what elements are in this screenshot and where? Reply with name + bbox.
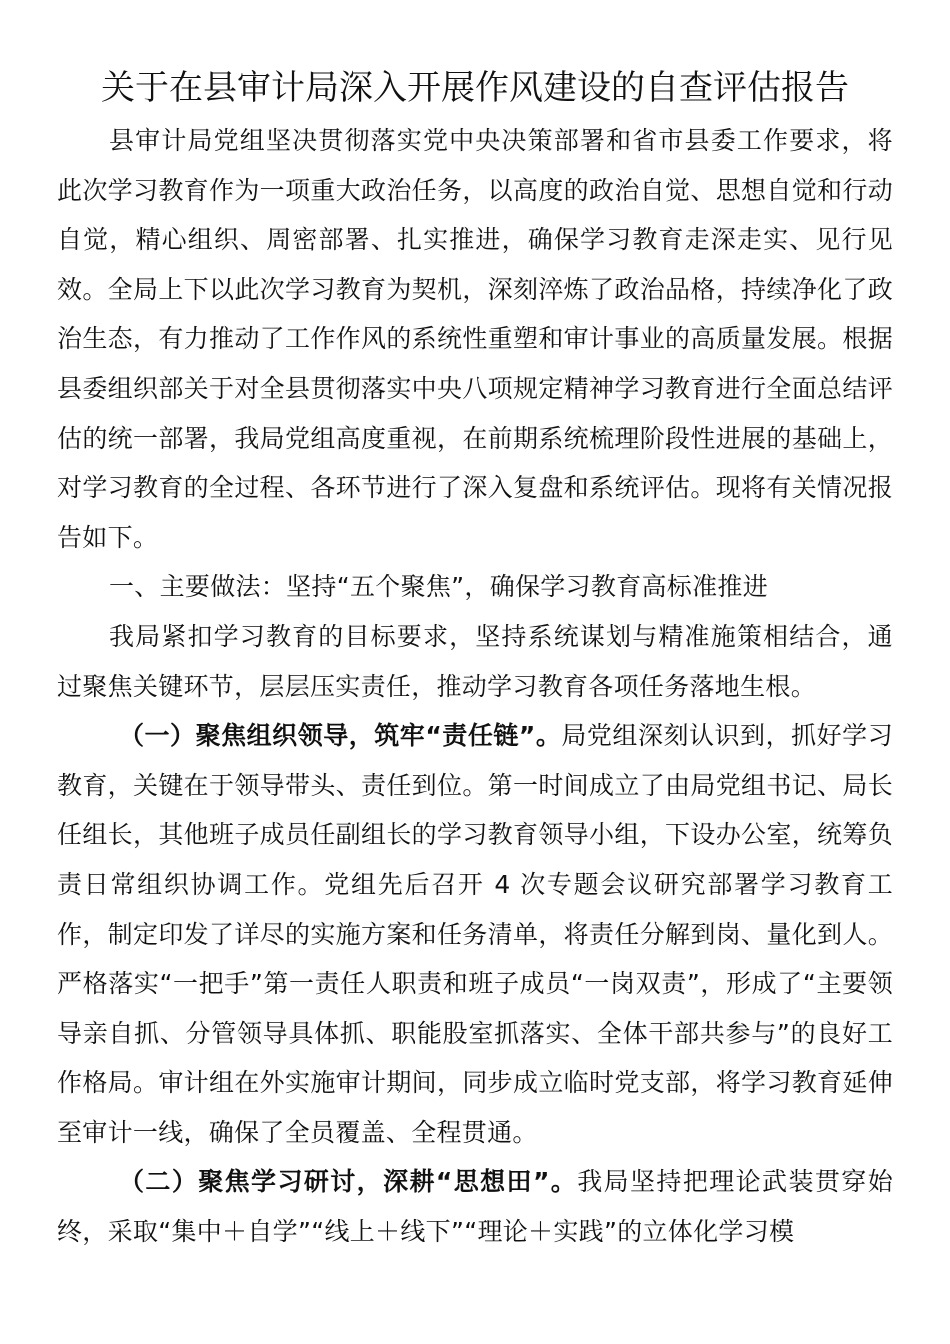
document-body [57, 116, 893, 1257]
document-title: 关于在县审计局深入开展作风建设的自查评估报告 [101, 68, 849, 108]
section-1-heading: 一、主要做法：坚持“五个聚焦”，确保学习教育高标准推进 [109, 572, 769, 602]
item-2-text: 我局坚持把理论武装贯穿始终，采取“集中＋自学”“线上＋线下”“理论＋实践”的立体化学习模 [57, 1167, 893, 1247]
item-2-heading: （二）聚焦学习研讨，深耕“思想田”。 [119, 1167, 578, 1197]
intro-paragraph: 县审计局党组坚决贯彻落实党中央决策部署和省市县委工作要求，将此次学习教育作为一项重大政治任务，以高度的政治自觉、思想自觉和行动自觉，精心组织、周密部署、扎实推进，确保学习教育走深走实、见行见效。全局上下以此次学习教育为契机，深刻淬炼了政治品格，持续净化了政治生态，有力推动了工作作风的系统性重塑和审计事业的高质量发展。根据县委组织部关于对全县贯彻落实中央八项规定精神学习教育进行全面总结评估的统一部署，我局党组高度重视，在前期系统梳理阶段性进展的基础上，对学习教育的全过程、各环节进行了深入复盘和系统评估。现将有关情况报告如下。 [57, 126, 893, 552]
item-2-paragraph [57, 1157, 893, 1256]
item-1-heading: （一）聚焦组织领导，筑牢“责任链”。 [119, 721, 562, 751]
item-1-paragraph [57, 711, 893, 1157]
item-1-text: 局党组深刻认识到，抓好学习教育，关键在于领导带头、责任到位。第一时间成立了由局党组书记、局长任组长，其他班子成员任副组长的学习教育领导小组，下设办公室，统筹负责日常组织协调工作。党组先后召开 4 次专题会议研究部署学习教育工作，制定印发了详尽的实施方案和任务清单，将责任分解到岗、量化到人。严格落实“一把手”第一责任人职责和班子成员“一岗双责”，形成了“主要领导亲自抓、分管领导具体抓、职能股室抓落实、全体干部共参与”的良好工作格局。审计组在外实施审计期间，同步成立临时党支部，将学习教育延伸至审计一线，确保了全员覆盖、全程贯通。 [57, 721, 893, 1147]
section-1-intro: 我局紧扣学习教育的目标要求，坚持系统谋划与精准施策相结合，通过聚焦关键环节，层层压实责任，推动学习教育各项任务落地生根。 [57, 621, 893, 701]
